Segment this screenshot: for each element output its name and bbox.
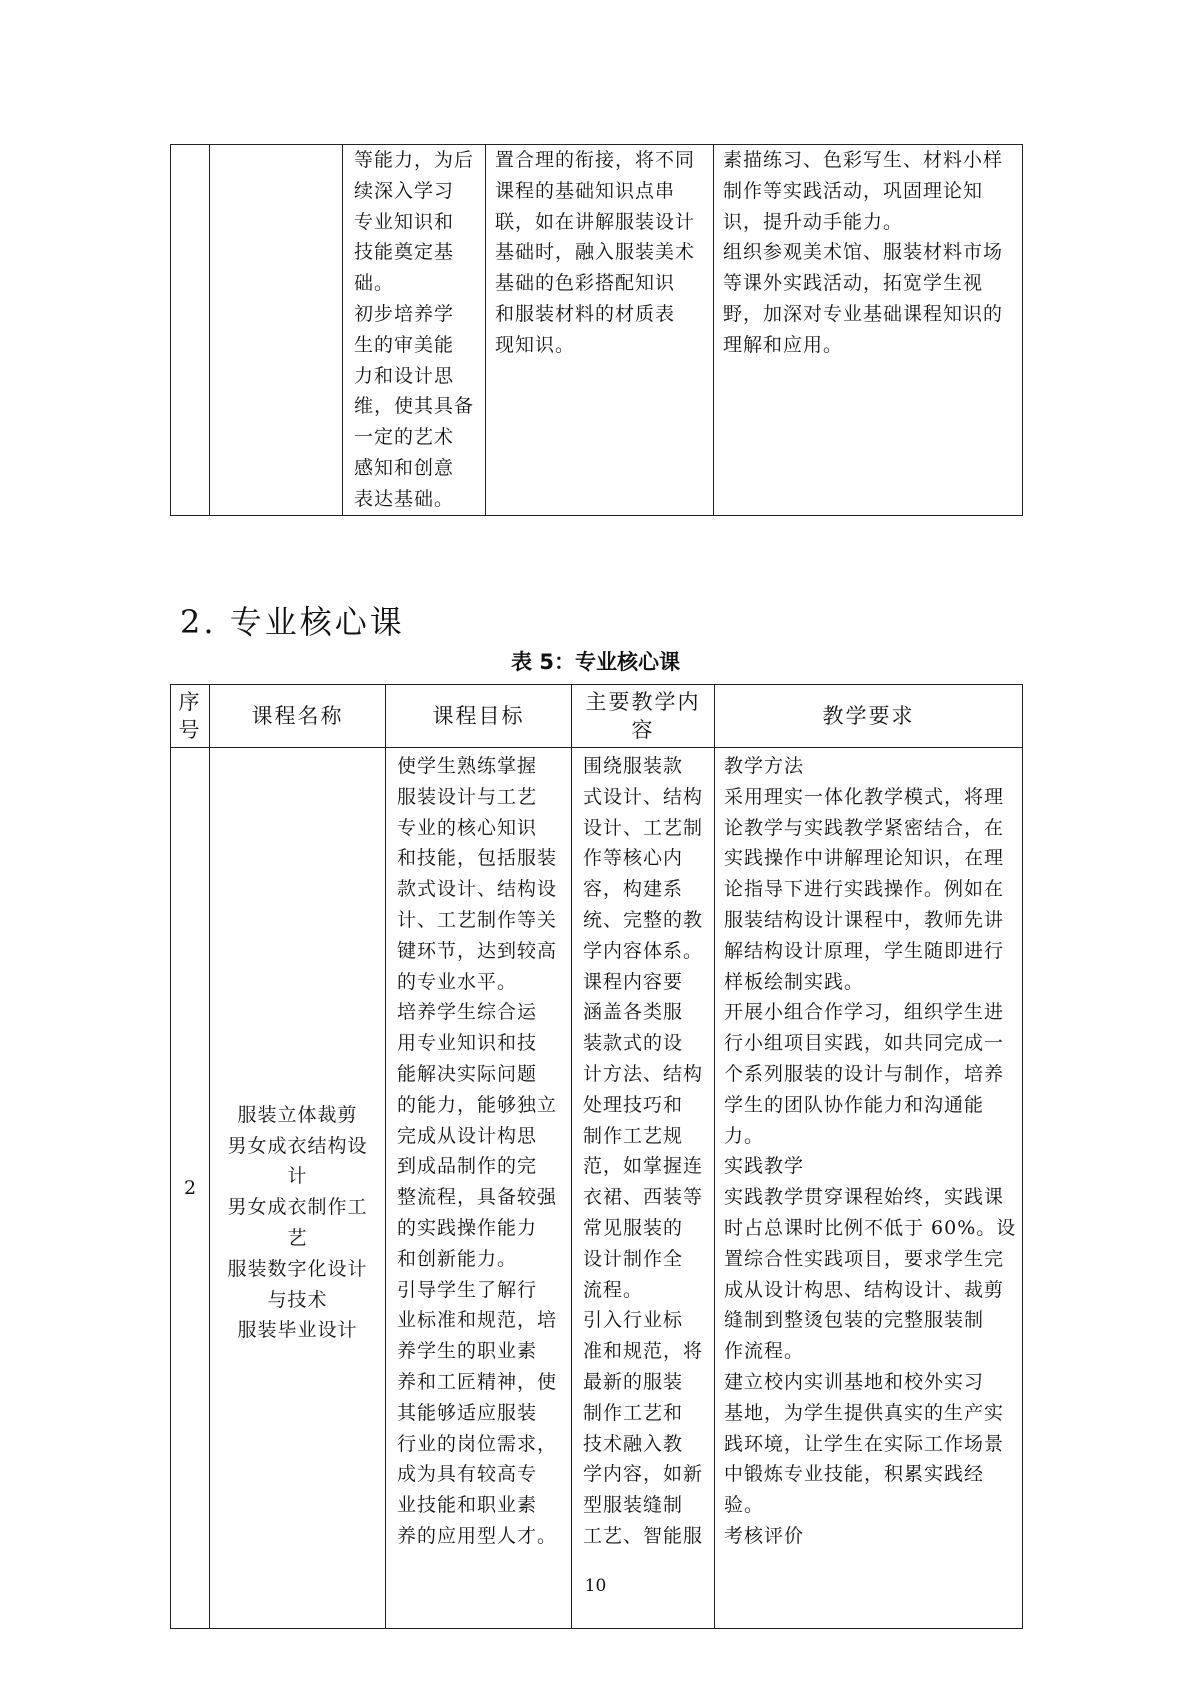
text-line: 计方法、结构 bbox=[583, 1062, 704, 1085]
text-line: 业标准和规范，培 bbox=[397, 1309, 558, 1332]
text-line: 专业的核心知识 bbox=[397, 816, 538, 839]
text-line: 表达基础。 bbox=[354, 487, 455, 510]
table-row bbox=[171, 145, 1023, 516]
text-line: 采用理实一体化教学模式，将理 bbox=[724, 785, 1005, 808]
text-line: 实践操作中讲解理论知识，在理 bbox=[724, 847, 1005, 870]
text-line: 时占总课时比例不低于 60%。设 bbox=[724, 1216, 1017, 1239]
table-caption: 表 5：专业核心课 bbox=[511, 650, 680, 674]
text-line: 序 bbox=[178, 690, 202, 714]
text-line: 力和设计思 bbox=[354, 364, 455, 387]
text-line: 业技能和职业素 bbox=[397, 1494, 538, 1517]
text-line: 统、完整的教 bbox=[583, 908, 704, 931]
text-line: 学内容体系。 bbox=[583, 939, 704, 962]
text-line: 服装结构设计课程中，教师先讲 bbox=[724, 908, 1005, 931]
text-line: 基础时，融入服装美术 bbox=[495, 241, 696, 264]
page-number: 10 bbox=[584, 1576, 607, 1596]
text-line: 和创新能力。 bbox=[397, 1247, 518, 1270]
text-line: 样板绘制实践。 bbox=[724, 970, 865, 993]
text-line: 型服装缝制 bbox=[583, 1494, 684, 1517]
text-line: 到成品制作的完 bbox=[397, 1155, 538, 1178]
text-line: 工艺、智能服 bbox=[583, 1524, 704, 1547]
text-line: 等能力，为后 bbox=[354, 149, 475, 171]
text-line: 常见服装的 bbox=[583, 1216, 684, 1239]
text-line: 使学生熟练掌握 bbox=[397, 755, 538, 777]
text-line: 与技术 bbox=[267, 1288, 328, 1311]
text-line: 号 bbox=[178, 718, 202, 742]
core-course-table bbox=[170, 684, 1023, 1629]
text-line: 教学方法 bbox=[724, 755, 805, 777]
text-line: 整流程，具备较强 bbox=[397, 1186, 558, 1209]
text-line: 设计、工艺制 bbox=[583, 816, 704, 839]
text-line: 解结构设计原理，学生随即进行 bbox=[724, 939, 1005, 962]
text-line: 引入行业标 bbox=[583, 1309, 684, 1332]
text-line: 服装毕业设计 bbox=[237, 1319, 358, 1342]
text-line: 等课外实践活动，拓宽学生视 bbox=[723, 272, 984, 295]
text-line: 的专业水平。 bbox=[397, 970, 518, 993]
text-line: 准和规范，将 bbox=[583, 1340, 704, 1363]
text-line: 野，加深对专业基础课程知识的 bbox=[723, 302, 1004, 325]
text-line: 引导学生了解行 bbox=[397, 1278, 538, 1301]
requirements-cell bbox=[714, 145, 1023, 516]
text-line: 感知和创意 bbox=[354, 456, 455, 479]
text-line: 和技能，包括服装 bbox=[397, 847, 558, 870]
text-line: 男女成衣制作工 bbox=[227, 1196, 368, 1219]
objective-cell bbox=[386, 748, 572, 1629]
text-line: 学生的团队协作能力和沟通能 bbox=[724, 1093, 985, 1116]
text-line: 技能奠定基 bbox=[354, 241, 455, 264]
text-line: 缝制到整烫包装的完整服装制 bbox=[724, 1309, 985, 1332]
text-line: 主要教学内 bbox=[585, 690, 701, 714]
text-line: 培养学生综合运 bbox=[397, 1001, 538, 1024]
text-line: 技术融入教 bbox=[583, 1432, 684, 1455]
text-line: 考核评价 bbox=[724, 1524, 805, 1547]
text-line: 维，使其具备 bbox=[354, 395, 475, 418]
text-line: 养学生的职业素 bbox=[397, 1340, 538, 1363]
index-cell bbox=[171, 145, 210, 516]
text-line: 验。 bbox=[724, 1494, 765, 1517]
text-line: 论教学与实践教学紧密结合，在 bbox=[724, 816, 1005, 839]
text-line: 作等核心内 bbox=[583, 847, 684, 870]
section-heading: 2. 专业核心课 bbox=[180, 603, 405, 641]
text-line: 养的应用型人才。 bbox=[397, 1524, 558, 1547]
text-line: 置综合性实践项目，要求学生完 bbox=[724, 1247, 1005, 1270]
table-row bbox=[171, 748, 1023, 1629]
text-line: 基础的色彩搭配知识 bbox=[495, 272, 676, 295]
content-cell bbox=[486, 145, 714, 516]
text-line: 能解决实际问题 bbox=[397, 1062, 538, 1085]
text-line: 容 bbox=[631, 718, 655, 742]
header-content bbox=[572, 685, 715, 748]
text-line: 实践教学贯穿课程始终，实践课 bbox=[724, 1186, 1005, 1209]
text-line: 制作等实践活动，巩固理论知 bbox=[723, 179, 984, 202]
text-line: 装款式的设 bbox=[583, 1032, 684, 1055]
text-line: 专业知识和 bbox=[354, 210, 455, 233]
text-line: 处理技巧和 bbox=[583, 1093, 684, 1116]
text-line: 和服装材料的材质表 bbox=[495, 302, 676, 325]
text-line: 款式设计、结构设 bbox=[397, 878, 558, 901]
text-line: 学内容，如新 bbox=[583, 1463, 704, 1486]
text-line: 男女成衣结构设 bbox=[227, 1134, 368, 1157]
text-line: 建立校内实训基地和校外实习 bbox=[724, 1370, 985, 1393]
course-names-cell bbox=[210, 748, 386, 1629]
text-line: 行小组项目实践，如共同完成一 bbox=[724, 1032, 1005, 1055]
text-line: 组织参观美术馆、服装材料市场 bbox=[723, 241, 1004, 264]
text-line: 成为具有较高专 bbox=[397, 1463, 538, 1486]
continued-course-table bbox=[170, 144, 1023, 516]
text-line: 课程的基础知识点串 bbox=[495, 179, 676, 202]
text-line: 用专业知识和技 bbox=[397, 1032, 538, 1055]
text-line: 基地，为学生提供真实的生产实 bbox=[724, 1401, 1005, 1424]
text-line: 的能力，能够独立 bbox=[397, 1093, 558, 1116]
text-line: 个系列服装的设计与制作，培养 bbox=[724, 1062, 1005, 1085]
text-line: 理解和应用。 bbox=[723, 333, 844, 356]
course-name-cell bbox=[210, 145, 343, 516]
text-line: 一定的艺术 bbox=[354, 426, 455, 449]
text-line: 计、工艺制作等关 bbox=[397, 908, 558, 931]
text-line: 生的审美能 bbox=[354, 333, 455, 356]
table-header-row bbox=[171, 685, 1023, 748]
text-line: 养和工匠精神，使 bbox=[397, 1370, 558, 1393]
text-line: 力。 bbox=[724, 1124, 765, 1147]
text-line: 完成从设计构思 bbox=[397, 1124, 538, 1147]
text-line: 制作工艺规 bbox=[583, 1124, 684, 1147]
text-line: 课程内容要 bbox=[583, 970, 684, 993]
text-line: 置合理的衔接，将不同 bbox=[495, 149, 696, 171]
text-line: 开展小组合作学习，组织学生进 bbox=[724, 1001, 1005, 1024]
objective-cell bbox=[343, 145, 486, 516]
text-line: 素描练习、色彩写生、材料小样 bbox=[723, 149, 1004, 171]
text-line: 计 bbox=[287, 1165, 308, 1188]
text-line: 衣裙、西装等 bbox=[583, 1186, 704, 1209]
text-line: 其能够适应服装 bbox=[397, 1401, 538, 1424]
text-line: 服装数字化设计 bbox=[227, 1257, 368, 1280]
text-line: 联，如在讲解服装设计 bbox=[495, 210, 696, 233]
text-line: 流程。 bbox=[583, 1278, 644, 1301]
text-line: 成从设计构思、结构设计、裁剪 bbox=[724, 1278, 1005, 1301]
text-line: 容，构建系 bbox=[583, 878, 684, 901]
text-line: 艺 bbox=[287, 1227, 308, 1249]
text-line: 范，如掌握连 bbox=[583, 1155, 704, 1178]
text-line: 作流程。 bbox=[724, 1340, 805, 1363]
text-line: 涵盖各类服 bbox=[583, 1001, 684, 1024]
header-course-name: 课程名称 bbox=[210, 685, 386, 748]
text-line: 制作工艺和 bbox=[583, 1401, 684, 1424]
text-line: 服装立体裁剪 bbox=[237, 1103, 358, 1126]
text-line: 实践教学 bbox=[724, 1155, 805, 1178]
text-line: 设计制作全 bbox=[583, 1247, 684, 1270]
text-line: 中锻炼专业技能，积累实践经 bbox=[724, 1463, 985, 1486]
text-line: 键环节，达到较高 bbox=[397, 939, 558, 962]
header-objective: 课程目标 bbox=[386, 685, 572, 748]
requirements-cell bbox=[715, 748, 1023, 1629]
text-line: 现知识。 bbox=[495, 333, 576, 356]
text-line: 础。 bbox=[354, 272, 395, 295]
header-requirements: 教学要求 bbox=[715, 685, 1023, 748]
text-line: 论指导下进行实践操作。例如在 bbox=[724, 878, 1005, 901]
content-cell bbox=[572, 748, 715, 1629]
header-index bbox=[171, 685, 210, 748]
text-line: 围绕服装款 bbox=[583, 755, 684, 777]
text-line: 行业的岗位需求， bbox=[397, 1432, 558, 1455]
text-line: 续深入学习 bbox=[354, 179, 455, 202]
text-line: 服装设计与工艺 bbox=[397, 785, 538, 808]
row-index: 2 bbox=[171, 748, 210, 1629]
text-line: 初步培养学 bbox=[354, 302, 455, 325]
text-line: 最新的服装 bbox=[583, 1370, 684, 1393]
text-line: 的实践操作能力 bbox=[397, 1216, 538, 1239]
text-line: 式设计、结构 bbox=[583, 785, 704, 808]
text-line: 践环境，让学生在实际工作场景 bbox=[724, 1432, 1005, 1455]
text-line: 识，提升动手能力。 bbox=[723, 210, 904, 233]
